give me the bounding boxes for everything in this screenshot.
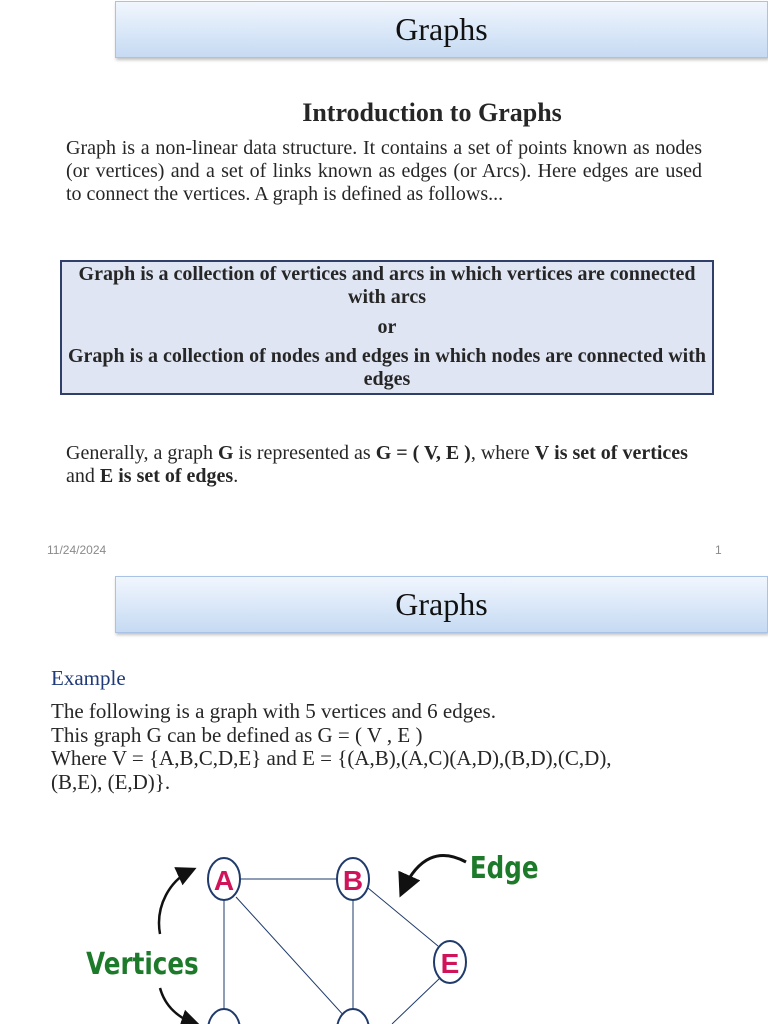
vertices-arrow-up [159,870,192,934]
edge-a-d [236,897,346,1018]
node-c [208,1009,240,1024]
example-line: (B,E), (E,D)}. [51,769,171,794]
general-text-3: , where [470,442,535,464]
example-heading: Example [51,666,126,690]
node-b [337,858,369,900]
node-d [337,1009,369,1024]
general-text-5: . [233,465,239,487]
general-bold-formula: G = ( V, E ) [375,442,471,464]
example-line: The following is a graph with 5 vertices and 6 edges. [51,699,496,723]
example-line: This graph G can be defined as G = ( V , E ) [51,722,423,747]
graph-edges [224,879,440,1024]
general-text-4: and [66,465,100,487]
node-a [208,858,240,900]
edge-label: Edge [469,851,539,886]
general-text-2: is represented as [233,442,376,464]
representation-paragraph [66,442,702,488]
slide-title: Graphs [115,1,768,58]
vertices-arrow-down [160,988,196,1024]
definition-box [60,260,714,395]
definition-2: Graph is a collection of nodes and edges in which nodes are connected with edges [68,345,706,390]
edge-arrow [402,855,466,892]
slide-date: 11/24/2024 [47,543,107,557]
general-bold-v: V [534,442,550,464]
node-b-label: B [342,865,364,896]
general-bold-g: G [217,442,234,464]
vertices-label: Vertices [86,947,199,982]
node-e-label: E [440,948,460,979]
definition-or: or [377,316,397,338]
example-line: Where V = {A,B,C,D,E} and E = {(A,B),(A,C)(A,D),(B,D),(C,D), [51,746,612,770]
edge-e-d [392,978,440,1024]
graph-diagram [0,566,768,1024]
definition-1: Graph is a collection of vertices and arcs in which vertices are connected with arcs [78,263,696,308]
intro-paragraph: Graph is a non-linear data structure. It contains a set of points known as nodes (or vertices) and a set of links known as edges (or Arcs). Here edges are used to connect the vertices. A graph is defined as follows... [66,137,702,205]
general-bold-edges: E is set of edges [99,465,234,487]
node-e [434,941,466,983]
section-heading: Introduction to Graphs [302,98,562,127]
edge-b-e [368,888,438,946]
node-a-label: A [213,865,235,896]
slide-number: 1 [715,543,722,557]
general-bold-vertices: is set of vertices [554,442,688,464]
slide-2 [0,566,768,1024]
slide-title: Graphs [115,576,768,633]
general-text-1: Generally, a graph [66,442,218,464]
